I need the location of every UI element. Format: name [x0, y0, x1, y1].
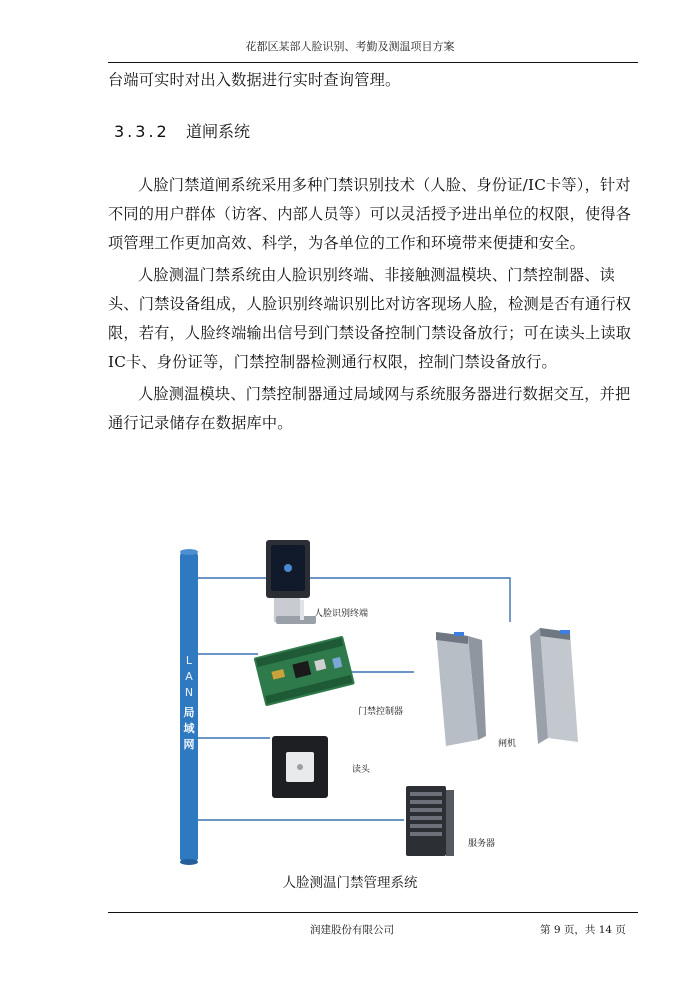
intro-line: 台端可实时对出入数据进行实时查询管理。 [108, 71, 401, 89]
label-server: 服务器 [468, 839, 496, 849]
controller-board [254, 636, 355, 707]
page-content [108, 66, 638, 438]
system-diagram [108, 540, 638, 870]
footer-rule [108, 912, 638, 913]
section-number: 3.3.2 [114, 122, 170, 141]
running-header: 花都区某部人脸识别、考勤及测温项目方案 [245, 40, 455, 53]
lan-letter-n: N [184, 686, 194, 699]
lan-cn-3: 网 [183, 738, 195, 751]
label-gate: 闸机 [498, 739, 517, 749]
header-rule [108, 62, 638, 63]
section-title: 道闸系统 [186, 122, 251, 141]
section-heading [114, 121, 638, 143]
lan-cn-1: 局 [183, 706, 195, 719]
paragraph-2: 人脸测温门禁系统由人脸识别终端、非接触测温模块、门禁控制器、读头、门禁设备组成，人脸识别终端识别比对访客现场人脸，检测是否有通行权限，若有，人脸终端输出信号到门禁设备控制门禁设备放行；可在读头上读取IC卡、身份证等，门禁控制器检测通行权限，控制门禁设备放行。 [108, 266, 632, 371]
server-tower [406, 786, 454, 856]
lan-letter-l: L [185, 654, 193, 667]
gate-left [436, 632, 486, 746]
label-controller: 门禁控制器 [358, 707, 404, 717]
card-reader [272, 736, 328, 798]
face-terminal-device [266, 540, 316, 624]
label-reader: 读头 [352, 765, 371, 775]
lan-cn-2: 域 [183, 722, 195, 735]
label-face-terminal: 人脸识别终端 [314, 609, 369, 619]
lan-letter-a: A [185, 670, 193, 683]
figure-caption: 人脸测温门禁管理系统 [282, 875, 418, 891]
paragraph-3: 人脸测温模块、门禁控制器通过局域网与系统服务器进行数据交互，并把通行记录储存在数据库中。 [108, 385, 631, 432]
gate-right [530, 628, 578, 744]
lan-bar [180, 549, 198, 865]
footer-page-number: 第 9 页，共 14 页 [540, 924, 626, 936]
footer-company: 润建股份有限公司 [310, 924, 394, 936]
paragraph-1: 人脸门禁道闸系统采用多种门禁识别技术（人脸、身份证/IC卡等），针对不同的用户群体（访客、内部人员等）可以灵活授予进出单位的权限，使得各项管理工作更加高效、科学，为各单位的工作和环境带来便捷和安全。 [108, 176, 632, 252]
